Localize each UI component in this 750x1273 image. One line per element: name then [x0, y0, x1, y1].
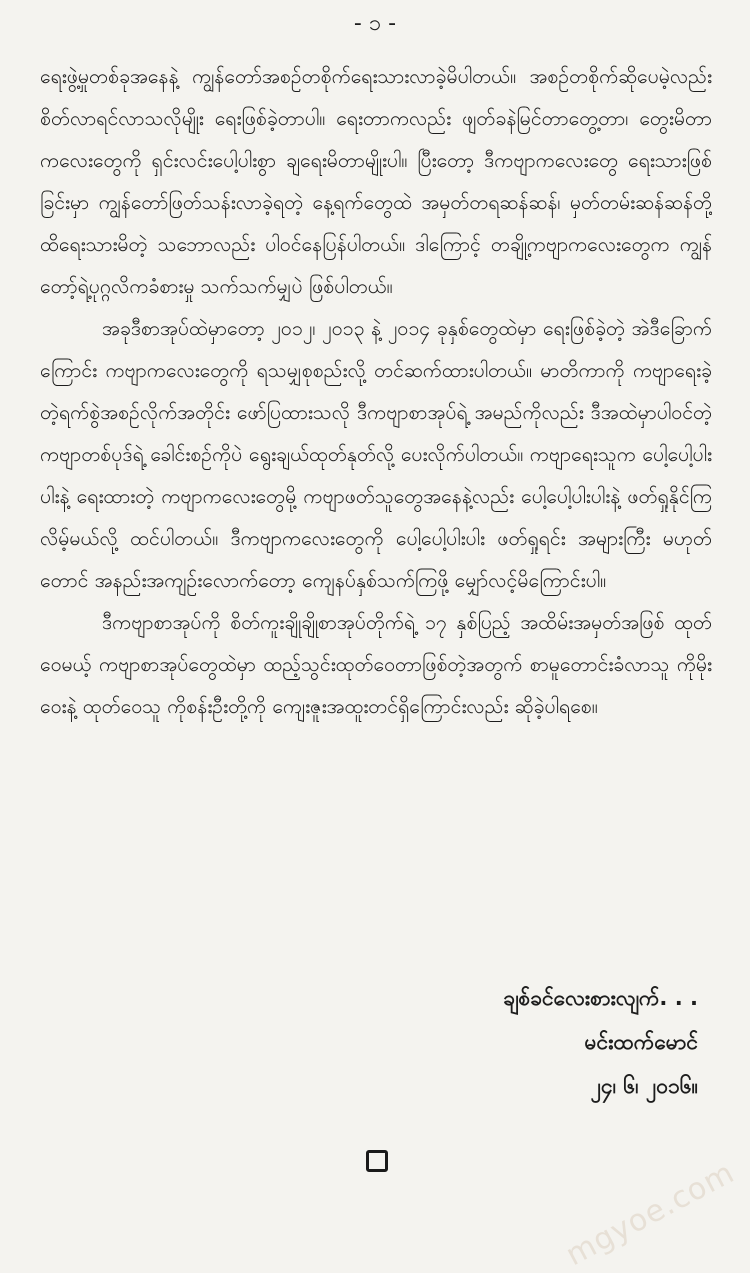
page-number: - ၁ -: [353, 11, 397, 36]
signature-block: [378, 976, 698, 1108]
paragraph-1: ရေးဖွဲ့မှုတစ်ခုအနေနဲ့ ကျွန်တော်အစဉ်တစိုက်ရေးသားလာခဲ့မိပါတယ်။ အစဉ်တစိုက်ဆိုပေမဲ့လည်း စိတ်လာရင်လာသလိုမျိုး ရေးဖြစ်ခဲ့တာပါ။ ရေးတာကလည်း ဖျတ်ခနဲမြင်တာတွေ့တာ၊ တွေးမိတာကလေးတွေကို ရှင်းလင်းပေါ့ပါးစွာ ချရေးမိတာမျိုးပါ။ ပြီးတော့ ဒီကဗျာကလေးတွေ ရေးသားဖြစ်ခြင်းမှာ ကျွန်တော်ဖြတ်သန်းလာခဲ့ရတဲ့ နေ့ရက်တွေထဲ အမှတ်တရဆန်ဆန်၊ မှတ်တမ်းဆန်ဆန်တို့ထိရေးသားမိတဲ့ သဘောလည်း ပါဝင်နေပြန်ပါတယ်။ ဒါကြောင့် တချို့ကဗျာကလေးတွေက ကျွန်တော့်ရဲ့ပုဂ္ဂလိကခံစားမှု သက်သက်မျှပဲ ဖြစ်ပါတယ်။: [40, 65, 712, 298]
signature-author: မင်းထက်မောင်: [584, 1030, 698, 1054]
preface-body: [40, 56, 712, 956]
signature-closing: ချစ်ခင်လေးစားလျက်. . .: [503, 986, 698, 1010]
paragraph-3: ဒီကဗျာစာအုပ်ကို စိတ်ကူးချိုချိုစာအုပ်တိုက်ရဲ့ ၁၇ နှစ်ပြည့် အထိမ်းအမှတ်အဖြစ် ထုတ်ဝေမယ့် ကဗျာစာအုပ်တွေထဲမှာ ထည့်သွင်းထုတ်ဝေတာဖြစ်တဲ့အတွက် စာမူတောင်းခံလာသူ ကိုမိုးဝေးနဲ့ ထုတ်ဝေသူ ကိုစန်းဦးတို့ကို ကျေးဇူးအထူးတင်ရှိကြောင်းလည်း ဆိုခဲ့ပါရစေ။: [40, 611, 712, 718]
watermark: mgyoe.com: [559, 1155, 740, 1273]
signature-date: ၂၄၊ ၆၊ ၂၀၁၆။: [590, 1074, 698, 1098]
page-footer-box-icon: [366, 1150, 388, 1172]
paragraph-2: အခုဒီစာအုပ်ထဲမှာတော့ ၂၀၁၂၊ ၂၀၁၃ နဲ့ ၂၀၁၄ ခုနှစ်တွေထဲမှာ ရေးဖြစ်ခဲ့တဲ့ အဲဒီခြောက်ကြောင်း ကဗျာကလေးတွေကို ရသမျှစုစည်းလို့ တင်ဆက်ထားပါတယ်။ မာတိကာကို ကဗျာရေးခဲ့တဲ့ရက်စွဲအစဉ်လိုက်အတိုင်း ဖော်ပြထားသလို ဒီကဗျာစာအုပ်ရဲ့ အမည်ကိုလည်း ဒီအထဲမှာပါဝင်တဲ့ ကဗျာတစ်ပုဒ်ရဲ့ ခေါင်းစဉ်ကိုပဲ ရွေးချယ်ထုတ်နုတ်လို့ ပေးလိုက်ပါတယ်။ ကဗျာရေးသူက ပေါ့ပေါ့ပါးပါးနဲ့ ရေးထားတဲ့ ကဗျာကလေးတွေမို့ ကဗျာဖတ်သူတွေအနေနဲ့လည်း ပေါ့ပေါ့ပါးပါးနဲ့ ဖတ်ရှုနိုင်ကြလိမ့်မယ်လို့ ထင်ပါတယ်။ ဒီကဗျာကလေးတွေကို ပေါ့ပေါ့ပါးပါး ဖတ်ရှုရင်း အများကြီး မဟုတ်တောင် အနည်းအကျဉ်းလောက်တော့ ကျေနပ်နှစ်သက်ကြဖို့ မျှော်လင့်မိကြောင်းပါ။: [40, 317, 712, 592]
